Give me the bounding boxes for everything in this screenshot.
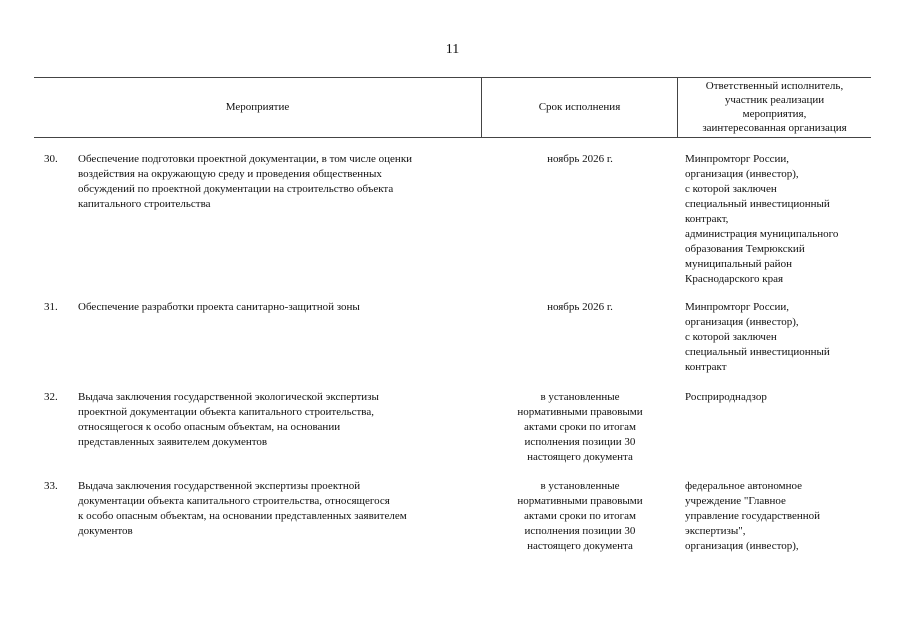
deadline-line: актами сроки по итогам	[524, 421, 636, 433]
row-event	[78, 300, 478, 315]
event-line: Обеспечение разработки проекта санитарно-защитной зоны	[78, 301, 360, 313]
deadline-line: в установленные	[540, 391, 620, 403]
row-deadline	[490, 479, 670, 554]
event-line: документов	[78, 525, 133, 537]
deadline-line: нормативными правовыми	[517, 406, 643, 418]
header-responsible-line: участник реализации	[724, 94, 825, 106]
table-header-bottom-rule	[34, 137, 871, 138]
event-line: относящегося к особо опасным объектам, на основании	[78, 421, 341, 433]
event-line: Выдача заключения государственной экспертизы проектной	[78, 480, 361, 492]
header-responsible-line: заинтересованная организация	[702, 122, 847, 134]
responsible-line: Минпромторг России,	[685, 153, 790, 165]
row-event	[78, 152, 478, 212]
responsible-line: федеральное автономное	[685, 480, 802, 492]
responsible-line: контракт	[685, 361, 727, 373]
responsible-line: Росприроднадзор	[685, 391, 767, 403]
event-line: капитального строительства	[78, 198, 211, 210]
deadline-line: настоящего документа	[527, 540, 633, 552]
header-responsible	[678, 77, 871, 137]
row-deadline	[490, 300, 670, 315]
deadline-line: исполнения позиции 30	[524, 525, 636, 537]
row-responsible	[685, 479, 870, 554]
responsible-line: управление государственной	[685, 510, 820, 522]
header-responsible-line: мероприятия,	[742, 108, 807, 120]
page-number: 11	[445, 42, 460, 57]
responsible-line: муниципальный район	[685, 258, 792, 270]
deadline-line: ноябрь 2026 г.	[547, 301, 613, 313]
row-responsible	[685, 300, 870, 375]
responsible-line: организация (инвестор),	[685, 316, 799, 328]
row-responsible	[685, 152, 870, 287]
responsible-line: экспертизы",	[685, 525, 746, 537]
responsible-line: организация (инвестор),	[685, 168, 799, 180]
responsible-line: с которой заключен	[685, 183, 777, 195]
event-line: к особо опасным объектам, на основании представленных заявителем	[78, 510, 407, 522]
row-deadline	[490, 152, 670, 167]
deadline-line: исполнения позиции 30	[524, 436, 636, 448]
row-number: 32.	[44, 391, 58, 403]
event-line: Обеспечение подготовки проектной документации, в том числе оценки	[78, 153, 413, 165]
responsible-line: специальный инвестиционный	[685, 346, 830, 358]
deadline-line: в установленные	[540, 480, 620, 492]
row-number: 30.	[44, 153, 58, 165]
row-event	[78, 479, 478, 539]
deadline-line: актами сроки по итогам	[524, 510, 636, 522]
event-line: Выдача заключения государственной экологической экспертизы	[78, 391, 379, 403]
row-responsible	[685, 390, 870, 405]
row-number: 33.	[44, 480, 58, 492]
row-number: 31.	[44, 301, 58, 313]
header-deadline: Срок исполнения	[538, 100, 621, 113]
responsible-line: организация (инвестор),	[685, 540, 799, 552]
row-deadline	[490, 390, 670, 465]
responsible-line: с которой заключен	[685, 331, 777, 343]
event-line: воздействия на окружающую среду и проведения общественных	[78, 168, 382, 180]
deadline-line: ноябрь 2026 г.	[547, 153, 613, 165]
header-event: Мероприятие	[225, 100, 290, 113]
header-responsible-line: Ответственный исполнитель,	[705, 80, 844, 92]
responsible-line: администрация муниципального	[685, 228, 839, 240]
event-line: обсуждений по проектной документации на строительство объекта	[78, 183, 394, 195]
row-event	[78, 390, 478, 450]
responsible-line: Краснодарского края	[685, 273, 784, 285]
deadline-line: нормативными правовыми	[517, 495, 643, 507]
event-line: проектной документации объекта капитального строительства,	[78, 406, 374, 418]
responsible-line: учреждение "Главное	[685, 495, 786, 507]
responsible-line: образования Темрюкский	[685, 243, 805, 255]
responsible-line: Минпромторг России,	[685, 301, 790, 313]
event-line: представленных заявителем документов	[78, 436, 268, 448]
deadline-line: настоящего документа	[527, 451, 633, 463]
responsible-line: специальный инвестиционный	[685, 198, 830, 210]
responsible-line: контракт,	[685, 213, 729, 225]
event-line: документации объекта капитального строительства, относящегося	[78, 495, 390, 507]
